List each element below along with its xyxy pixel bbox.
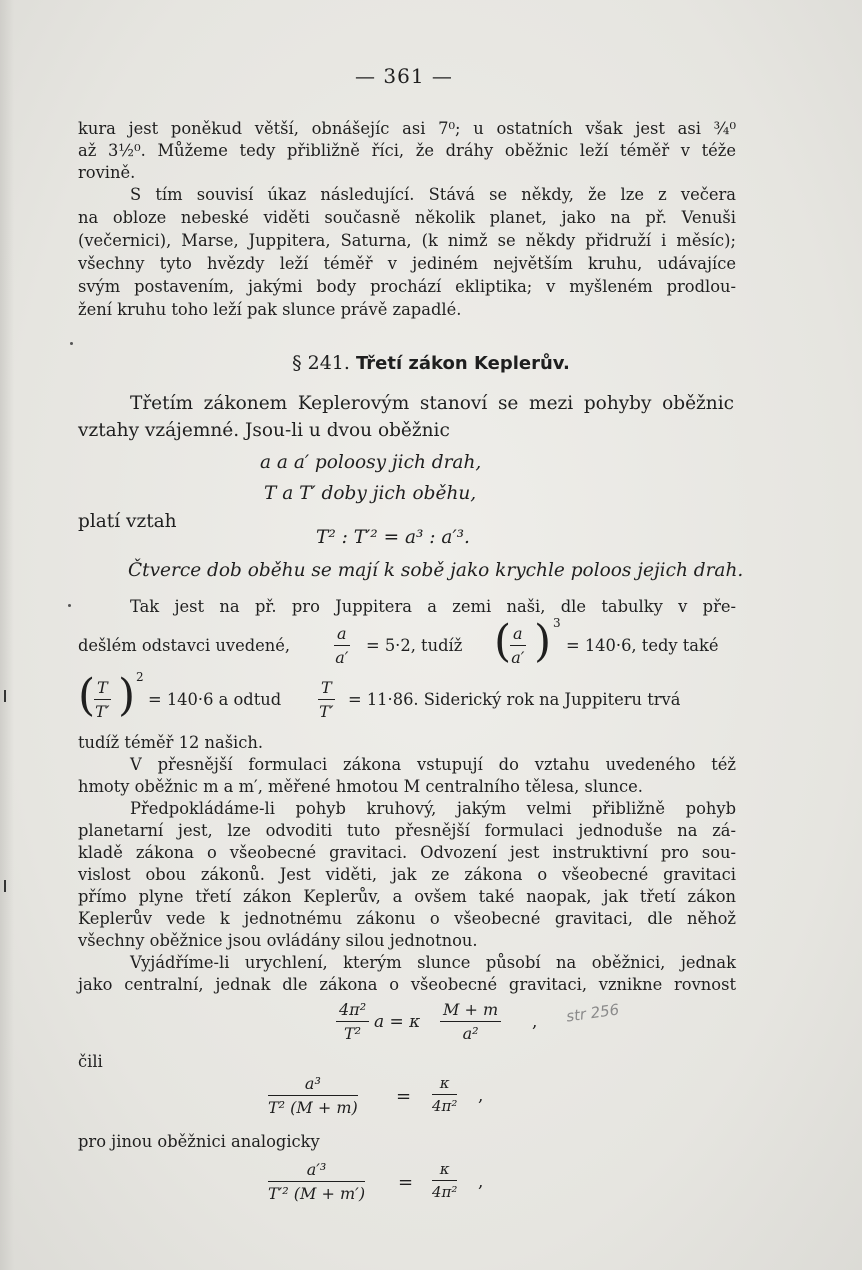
exponent: 2: [136, 670, 144, 684]
section-number: § 241.: [292, 352, 350, 374]
text-line: svým postavením, jakými body prochází ekliptika; v myšleném prodlou-: [78, 277, 736, 296]
ratio-a-fraction: [334, 624, 350, 667]
fraction-denominator: a²: [462, 1024, 479, 1043]
fraction-denominator: T′: [95, 702, 110, 721]
text-line: dešlém odstavci uvedené,: [78, 636, 291, 655]
text-line: kladě zákona o všeobecné gravitaci. Odvození jest instruktivní pro sou-: [78, 843, 736, 862]
text-line: (večernici), Marse, Juppitera, Saturna, (k nimž se někdy přidruží i měsíc);: [78, 231, 736, 250]
eq2-left-fraction: [268, 1074, 358, 1117]
ratio-t-fraction: [94, 678, 111, 721]
eq1-comma: ,: [532, 1012, 538, 1032]
fraction-numerator: a: [334, 624, 350, 646]
fraction-denominator: T′² (M + m′): [268, 1184, 366, 1203]
text-line: = 11·86. Siderický rok na Juppiteru trvá: [348, 690, 681, 709]
text-line: S tím souvisí úkaz následující. Stává se někdy, že lze z večera: [130, 185, 736, 204]
fraction-denominator: T²: [344, 1024, 362, 1043]
binding-mark: [4, 880, 6, 892]
eq2-comma: ,: [478, 1086, 484, 1106]
ratio-value: = 5·2, tudíž: [366, 636, 463, 655]
text-line: všechny tyto hvězdy leží téměř v jediném největším kruhu, udávajíce: [78, 254, 736, 273]
fraction-numerator: a′³: [268, 1160, 365, 1182]
text-line: až 3½⁰. Můžeme tedy přibližně říci, že dráhy oběžnic leží téměř v téže: [78, 141, 736, 160]
text-line: pro jinou oběžnici analogicky: [78, 1132, 320, 1151]
text-line: tudíž téměř 12 našich.: [78, 733, 264, 752]
text-line: vztahy vzájemné. Jsou-li u dvou oběžnic: [78, 420, 450, 441]
text-line: žení kruhu toho leží pak slunce právě zapadlé.: [78, 300, 462, 319]
text-line: kura jest poněkud větší, obnášejíc asi 7⁰; u ostatních však jest asi ¾⁰: [78, 119, 736, 138]
kepler-formula: T² : T′² = a³ : a′³.: [316, 527, 470, 548]
text-line: čili: [78, 1052, 103, 1071]
fraction-numerator: a: [510, 624, 526, 646]
text-line: Vyjádříme-li urychlení, kterým slunce působí na oběžnici, jednak: [130, 953, 736, 972]
fraction-numerator: M + m: [440, 1000, 501, 1022]
eq1-right-fraction: [440, 1000, 501, 1043]
binding-mark: [4, 690, 6, 702]
fraction-numerator: κ: [432, 1160, 457, 1181]
ratio-a-fraction-cubed: [510, 624, 526, 667]
text-line: na obloze nebeské viděti současně několik planet, jako na př. Venuši: [78, 208, 736, 227]
page-number: — 361 —: [355, 64, 453, 88]
fraction-denominator: 4π²: [432, 1097, 458, 1115]
eq3-equals: =: [398, 1172, 414, 1193]
section-title: Třetí zákon Keplerův.: [356, 353, 570, 374]
eq2-equals: =: [396, 1086, 412, 1107]
text-line: rovině.: [78, 163, 136, 182]
fraction-numerator: κ: [432, 1074, 457, 1095]
text-line: Keplerův vede k jednotnému zákonu o všeobecné gravitaci, dle něhož: [78, 909, 736, 928]
definition-a: a a a′ poloosy jich drah,: [260, 452, 482, 473]
squared-value: = 140·6 a odtud: [148, 690, 282, 709]
text-line: jako centralní, jednak dle zákona o všeobecné gravitaci, vznikne rovnost: [78, 975, 736, 994]
eq3-left-fraction: [268, 1160, 365, 1203]
eq1-left-fraction: [336, 1000, 369, 1043]
eq2-right-fraction: [432, 1074, 457, 1115]
fraction-denominator: 4π²: [432, 1183, 458, 1201]
fraction-denominator: a′: [511, 648, 525, 667]
text-line: platí vztah: [78, 511, 177, 532]
text-line: vislost obou zákonů. Jest viděti, jak ze zákona o všeobecné gravitaci: [78, 865, 736, 884]
eq3-right-fraction: [432, 1160, 457, 1201]
kepler-law-statement: Čtverce dob oběhu se mají k sobě jako krychle poloos jejich drah.: [128, 560, 744, 581]
fraction-denominator: T² (M + m): [268, 1098, 358, 1117]
definition-t: T a T′ doby jich oběhu,: [264, 483, 477, 504]
fraction-numerator: 4π²: [336, 1000, 369, 1022]
margin-speck: [68, 604, 71, 607]
eq1-middle: a = κ: [374, 1012, 421, 1032]
fraction-numerator: T: [94, 678, 111, 700]
eq3-comma: ,: [478, 1172, 484, 1192]
text-line: planetarní jest, lze odvoditi tuto přesnější formulaci jednoduše na zá-: [78, 821, 736, 840]
fraction-denominator: T′: [319, 702, 334, 721]
pencil-note: str 256: [565, 1000, 621, 1026]
cube-value: = 140·6, tedy také: [566, 636, 719, 655]
right-paren: ): [534, 616, 552, 667]
text-line: V přesnější formulaci zákona vstupují do vztahu uvedeného též: [130, 755, 736, 774]
text-line: přímo plyne třetí zákon Keplerův, a ovšem také naopak, jak třetí zákon: [78, 887, 736, 906]
left-paren: (: [78, 670, 96, 721]
text-line: Třetím zákonem Keplerovým stanoví se mezi pohyby oběžnic: [130, 393, 734, 414]
binding-shadow: [0, 0, 14, 1270]
section-heading: [0, 352, 862, 374]
exponent: 3: [553, 616, 561, 630]
text-line: hmoty oběžnic m a m′, měřené hmotou M centralního tělesa, slunce.: [78, 777, 643, 796]
margin-speck: [70, 342, 73, 345]
fraction-numerator: T: [318, 678, 335, 700]
left-paren: (: [494, 616, 512, 667]
text-line: Předpokládáme-li pohyb kruhový, jakým velmi přibližně pohyb: [130, 799, 736, 818]
text-line: Tak jest na př. pro Juppitera a zemi naši, dle tabulky v pře-: [130, 597, 736, 616]
fraction-numerator: a³: [268, 1074, 358, 1096]
fraction-denominator: a′: [335, 648, 349, 667]
text-line: všechny oběžnice jsou ovládány silou jednotnou.: [78, 931, 478, 950]
ratio-t-fraction-2: [318, 678, 335, 721]
right-paren: ): [118, 670, 136, 721]
